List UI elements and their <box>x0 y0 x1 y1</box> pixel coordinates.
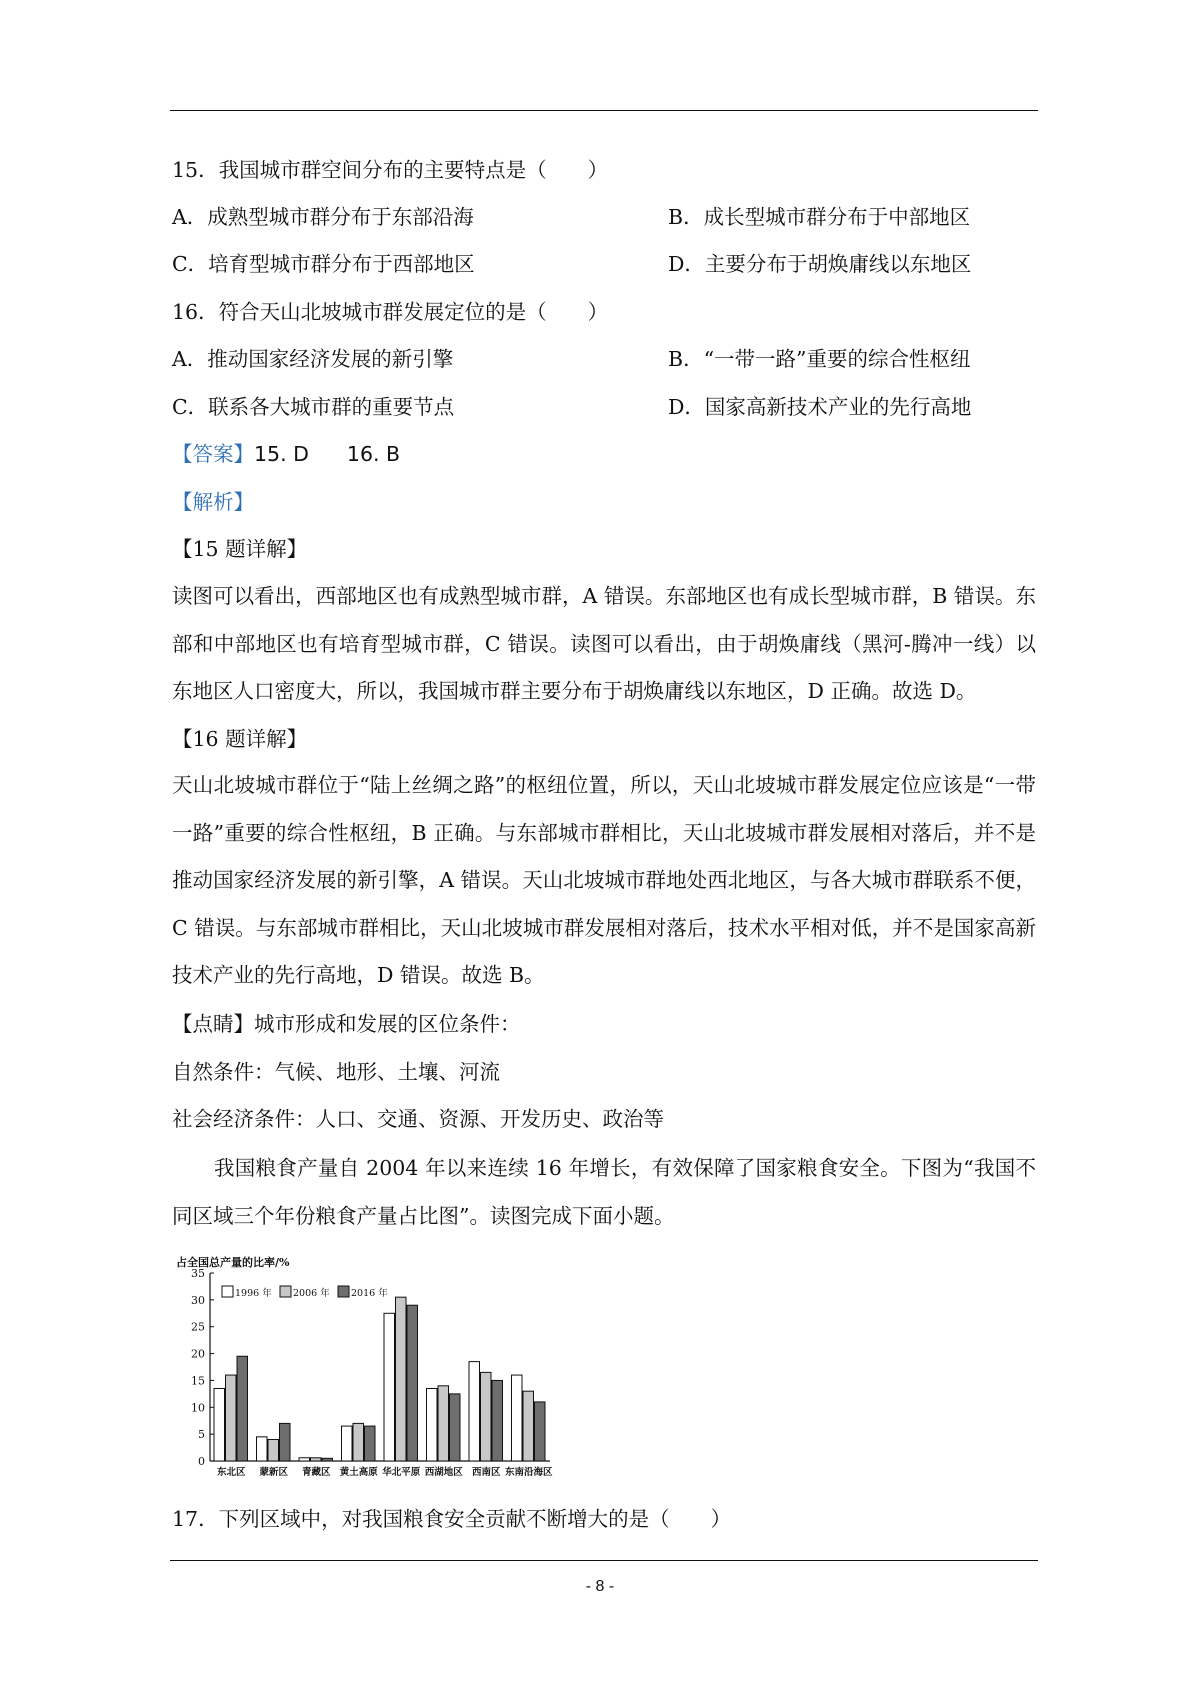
bar-2-6 <box>438 1386 449 1461</box>
x-tick-label: 东南沿海区 <box>504 1467 553 1478</box>
page-number: - 8 - <box>585 1578 615 1595</box>
x-tick-label: 西湖地区 <box>424 1467 463 1478</box>
y-tick-label: 20 <box>191 1347 205 1361</box>
bar-2-3 <box>311 1458 322 1461</box>
y-tick-label: 30 <box>191 1293 205 1307</box>
q16-option-c: C．联系各大城市群的重要节点 <box>172 395 455 419</box>
grain-chart <box>170 1253 560 1483</box>
bar-3-2 <box>280 1423 291 1461</box>
x-tick-label: 西南区 <box>471 1467 501 1478</box>
tip-text: 城市形成和发展的区位条件： <box>254 1012 521 1036</box>
bar-3-7 <box>492 1380 503 1461</box>
x-tick-label: 蒙新区 <box>259 1467 289 1478</box>
answer-16: 16. B <box>346 442 401 466</box>
legend-label-1: 1996 年 <box>235 1288 272 1299</box>
bar-2-5 <box>396 1297 407 1461</box>
chart-ylabel: 占全国总产量的比率/% <box>176 1256 290 1269</box>
detail16-heading: 【16 题详解】 <box>172 727 308 751</box>
detail15-heading: 【15 题详解】 <box>172 537 308 561</box>
y-tick-label: 10 <box>191 1401 205 1415</box>
q15-option-c: C．培育型城市群分布于西部地区 <box>172 252 475 276</box>
bar-3-1 <box>237 1356 248 1461</box>
legend-swatch-1 <box>222 1286 233 1297</box>
analysis-label: 【解析】 <box>172 490 254 514</box>
y-tick-label: 15 <box>191 1374 205 1388</box>
legend-label-3: 2016 年 <box>351 1288 388 1299</box>
legend-label-2: 2006 年 <box>293 1288 330 1299</box>
bar-3-5 <box>407 1305 418 1461</box>
q16-stem: 16．符合天山北坡城市群发展定位的是（ ） <box>172 300 609 324</box>
grain-chart-svg <box>170 1253 560 1483</box>
bar-2-7 <box>481 1372 492 1461</box>
bar-1-3 <box>299 1458 310 1461</box>
x-tick-label: 华北平原 <box>382 1467 421 1478</box>
tip-social: 社会经济条件：人口、交通、资源、开发历史、政治等 <box>172 1107 664 1131</box>
footer-rule <box>170 1560 1038 1561</box>
bar-1-1 <box>214 1388 225 1461</box>
answer-label: 【答案】 <box>172 442 254 466</box>
bar-1-7 <box>469 1362 480 1461</box>
q16-option-a: A．推动国家经济发展的新引擎 <box>172 347 454 371</box>
bar-1-8 <box>512 1375 523 1461</box>
bar-2-8 <box>523 1391 534 1461</box>
x-tick-label: 黄土高原 <box>339 1467 378 1478</box>
bar-3-3 <box>322 1458 333 1461</box>
q15-option-b: B．成长型城市群分布于中部地区 <box>668 205 971 229</box>
bar-2-4 <box>353 1423 364 1461</box>
intro-text: 我国粮食产量自 2004 年以来连续 16 年增长，有效保障了国家粮食安全。下图为“我国不同区域三个年份粮食产量占比图”。读图完成下面小题。 <box>172 1156 1036 1228</box>
bar-1-6 <box>427 1388 438 1461</box>
bar-3-8 <box>535 1402 546 1461</box>
tip-line <box>172 1010 521 1038</box>
legend-swatch-3 <box>338 1286 349 1297</box>
q16-option-d: D．国家高新技术产业的先行高地 <box>668 395 972 419</box>
answer-line <box>172 440 400 468</box>
legend-swatch-2 <box>280 1286 291 1297</box>
x-tick-label: 青藏区 <box>301 1467 331 1478</box>
y-tick-label: 5 <box>198 1428 205 1442</box>
y-tick-label: 0 <box>198 1455 205 1468</box>
detail15-text: 读图可以看出，西部地区也有成熟型城市群，A 错误。东部地区也有成长型城市群，B 错误。东部和中部地区也有培育型城市群，C 错误。读图可以看出，由于胡焕庸线（黑河-腾冲一线）以东地区人口密度大，所以，我国城市群主要分布于胡焕庸线以东地区，D 正确。故选 D。 <box>172 584 1036 703</box>
tip-natural: 自然条件：气候、地形、土壤、河流 <box>172 1060 500 1084</box>
y-tick-label: 25 <box>191 1320 205 1334</box>
q15-option-d: D．主要分布于胡焕庸线以东地区 <box>668 252 972 276</box>
bar-1-2 <box>257 1437 268 1461</box>
answer-15: 15. D <box>254 442 309 466</box>
q15-stem: 15．我国城市群空间分布的主要特点是（ ） <box>172 158 609 182</box>
tip-label: 【点睛】 <box>172 1012 254 1036</box>
bar-1-4 <box>342 1426 353 1461</box>
bar-3-6 <box>450 1394 461 1461</box>
bar-1-5 <box>384 1313 395 1461</box>
bar-2-2 <box>268 1440 279 1461</box>
detail16-text: 天山北坡城市群位于“陆上丝绸之路”的枢纽位置，所以，天山北坡城市群发展定位应该是“一带一路”重要的综合性枢纽，B 正确。与东部城市群相比，天山北坡城市群发展相对落后，并不是推动国家经济发展的新引擎，A 错误。天山北坡城市群地处西北地区，与各大城市群联系不便，C 错误。与东部城市群相比，天山北坡城市群发展相对落后，技术水平相对低，并不是国家高新技术产业的先行高地，D 错误。故选 B。 <box>172 773 1036 987</box>
header-rule <box>170 110 1038 111</box>
bar-3-4 <box>365 1426 376 1461</box>
q15-option-a: A．成熟型城市群分布于东部沿海 <box>172 205 474 229</box>
x-tick-label: 东北区 <box>216 1467 246 1478</box>
q17-stem: 17．下列区域中，对我国粮食安全贡献不断增大的是（ ） <box>172 1507 732 1531</box>
y-tick-label: 35 <box>191 1267 205 1280</box>
bar-2-1 <box>226 1375 237 1461</box>
q16-option-b: B．“一带一路”重要的综合性枢纽 <box>668 347 971 371</box>
